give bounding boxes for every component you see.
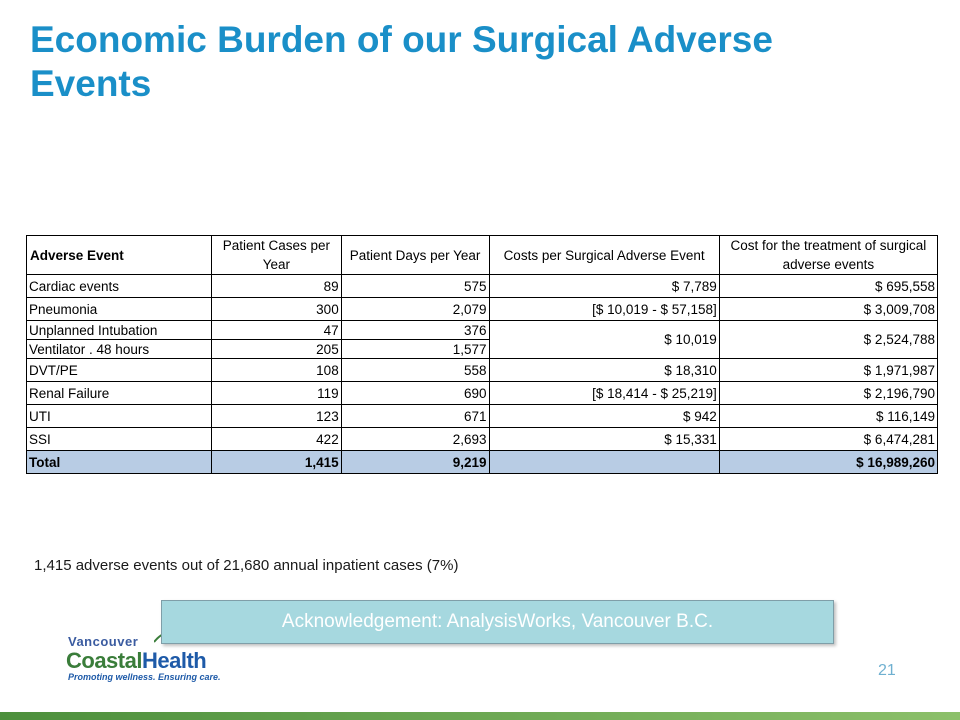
patient-days: 558 bbox=[341, 359, 489, 382]
event-name: Cardiac events bbox=[27, 275, 212, 298]
event-name: Unplanned Intubation bbox=[27, 321, 212, 340]
patient-cases: 108 bbox=[212, 359, 342, 382]
cost-total: $ 1,971,987 bbox=[719, 359, 937, 382]
patient-days: 376 bbox=[341, 321, 489, 340]
cost-total: $ 2,524,788 bbox=[719, 321, 937, 359]
table-row bbox=[27, 321, 938, 340]
table-row bbox=[27, 428, 938, 451]
cost-per-event: $ 18,310 bbox=[489, 359, 719, 382]
cost-total: $ 3,009,708 bbox=[719, 298, 937, 321]
event-name: Renal Failure bbox=[27, 382, 212, 405]
event-name: UTI bbox=[27, 405, 212, 428]
total-cost-per-event bbox=[489, 451, 719, 474]
header-adverse-event: Adverse Event bbox=[27, 236, 212, 275]
logo-health: Health bbox=[141, 648, 207, 673]
patient-days: 2,079 bbox=[341, 298, 489, 321]
cost-total: $ 116,149 bbox=[719, 405, 937, 428]
patient-cases: 119 bbox=[212, 382, 342, 405]
header-patient-cases: Patient Cases per Year bbox=[212, 236, 342, 275]
event-name: DVT/PE bbox=[27, 359, 212, 382]
header-cost-per-event: Costs per Surgical Adverse Event bbox=[489, 236, 719, 275]
summary-note: 1,415 adverse events out of 21,680 annual inpatient cases (7%) bbox=[34, 557, 459, 574]
total-days: 9,219 bbox=[341, 451, 489, 474]
patient-cases: 123 bbox=[212, 405, 342, 428]
event-name: Ventilator . 48 hours bbox=[27, 340, 212, 359]
total-cost: $ 16,989,260 bbox=[719, 451, 937, 474]
table-row bbox=[27, 359, 938, 382]
cost-per-event: [$ 10,019 - $ 57,158] bbox=[489, 298, 719, 321]
cost-per-event: $ 942 bbox=[489, 405, 719, 428]
event-name: SSI bbox=[27, 428, 212, 451]
page-number: 21 bbox=[878, 662, 896, 679]
table-row bbox=[27, 275, 938, 298]
logo-line-2 bbox=[66, 648, 206, 674]
patient-cases: 89 bbox=[212, 275, 342, 298]
acknowledgement-box: Acknowledgement: AnalysisWorks, Vancouver B.C. bbox=[161, 600, 834, 644]
cost-total: $ 6,474,281 bbox=[719, 428, 937, 451]
logo-coastal: Coastal bbox=[66, 648, 142, 673]
cost-per-event: $ 15,331 bbox=[489, 428, 719, 451]
table-row bbox=[27, 405, 938, 428]
table-total-row bbox=[27, 451, 938, 474]
patient-days: 2,693 bbox=[341, 428, 489, 451]
patient-cases: 300 bbox=[212, 298, 342, 321]
cost-total: $ 695,558 bbox=[719, 275, 937, 298]
cost-per-event: $ 7,789 bbox=[489, 275, 719, 298]
header-patient-days: Patient Days per Year bbox=[341, 236, 489, 275]
slide-title: Economic Burden of our Surgical Adverse Events bbox=[30, 19, 773, 104]
cost-total: $ 2,196,790 bbox=[719, 382, 937, 405]
logo-line-1: Vancouver bbox=[68, 634, 139, 649]
bottom-bar bbox=[0, 712, 960, 720]
cost-per-event: $ 10,019 bbox=[489, 321, 719, 359]
patient-days: 1,577 bbox=[341, 340, 489, 359]
patient-cases: 47 bbox=[212, 321, 342, 340]
total-label: Total bbox=[27, 451, 212, 474]
patient-days: 690 bbox=[341, 382, 489, 405]
patient-days: 575 bbox=[341, 275, 489, 298]
total-cases: 1,415 bbox=[212, 451, 342, 474]
table-row bbox=[27, 298, 938, 321]
table-row bbox=[27, 382, 938, 405]
cost-per-event: [$ 18,414 - $ 25,219] bbox=[489, 382, 719, 405]
cost-table bbox=[26, 235, 938, 474]
header-cost-treatment: Cost for the treatment of surgical adverse events bbox=[719, 236, 937, 275]
table-header-row bbox=[27, 236, 938, 275]
patient-cases: 205 bbox=[212, 340, 342, 359]
patient-cases: 422 bbox=[212, 428, 342, 451]
patient-days: 671 bbox=[341, 405, 489, 428]
event-name: Pneumonia bbox=[27, 298, 212, 321]
logo-tagline: Promoting wellness. Ensuring care. bbox=[68, 672, 221, 682]
